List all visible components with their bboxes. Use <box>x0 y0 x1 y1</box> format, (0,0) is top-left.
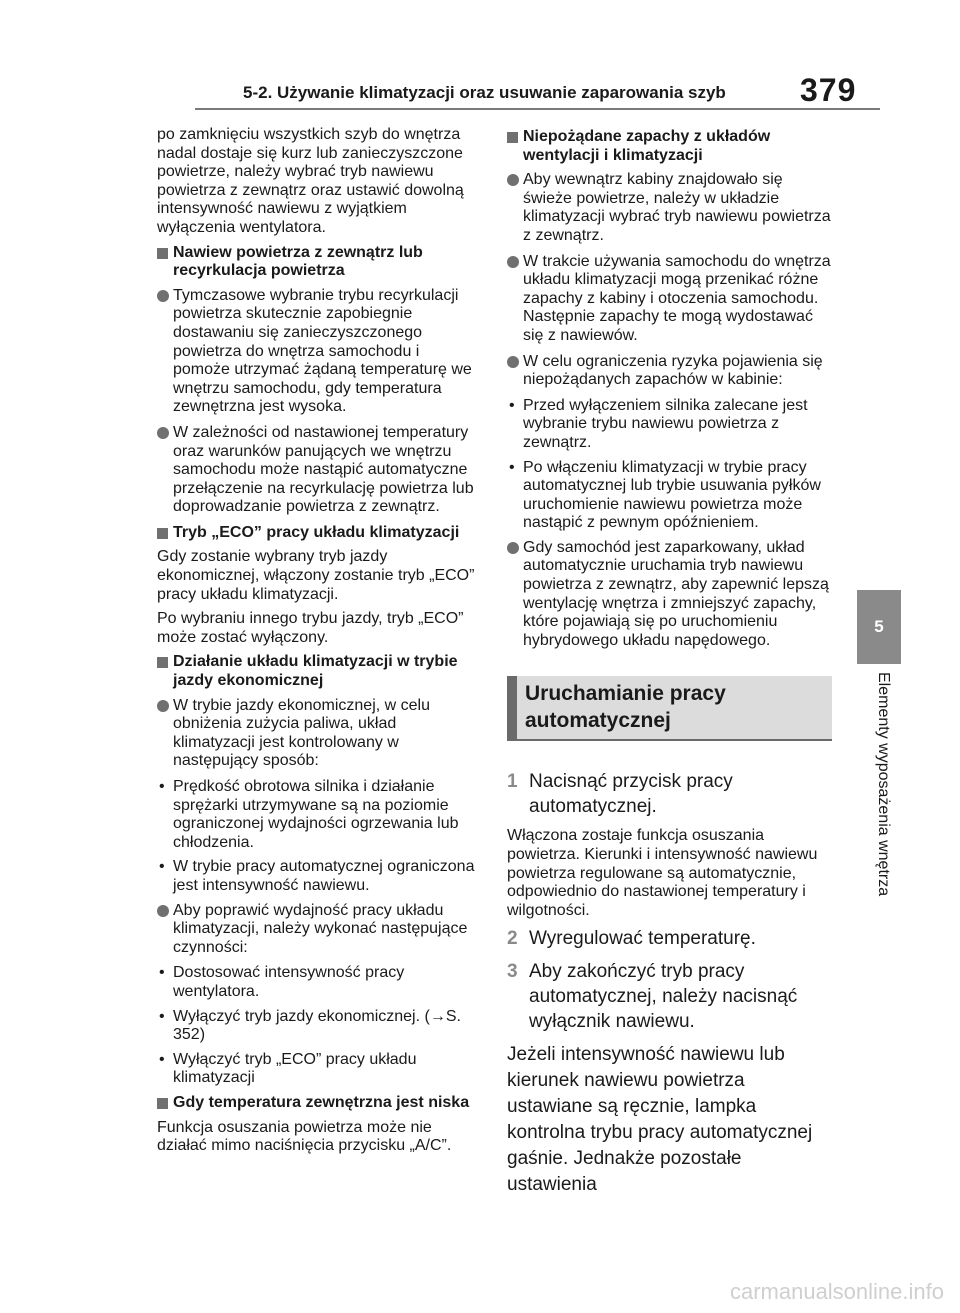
chapter-tab-number: 5 <box>857 590 901 664</box>
square-bullet-icon <box>157 657 168 668</box>
subheading <box>507 128 832 165</box>
step-text: Nacisnąć przycisk pracy automatycznej. <box>529 771 733 818</box>
round-bullet-icon <box>157 427 169 439</box>
subheading <box>157 1094 479 1113</box>
bullet-text: Gdy samochód jest zaparkowany, układ automatycznie uruchamia tryb nawiewu powietrza z zewnątrz, aby zapewnić lepszą wentylację wnętrza i zmniejszyć zapachy, które pojawiają się po uruchomieniu hybrydowego układu napędowego. <box>523 538 829 649</box>
sub-bullet-text: W trybie pracy automatycznej ograniczona jest intensywność nawiewu. <box>173 858 475 894</box>
bullet-text: W trakcie używania samochodu do wnętrza układu klimatyzacji mogą przenikać różne zapachy z kabiny i otoczenia samochodu. Następnie zapachy te mogą wydostawać się z nawiewów. <box>523 252 831 344</box>
subheading-text: Niepożądane zapachy z układów wentylacji i klimatyzacji <box>523 128 771 164</box>
left-column <box>157 126 479 1162</box>
sub-bullet-item <box>507 459 832 533</box>
dot-bullet-icon: • <box>159 1050 165 1068</box>
section-banner: Uruchamianie pracy automatycznej <box>507 676 832 741</box>
square-bullet-icon <box>157 248 168 259</box>
subheading-text: Działanie układu klimatyzacji w trybie jazdy ekonomicznej <box>173 653 458 690</box>
round-bullet-icon <box>507 174 519 186</box>
paragraph: po zamknięciu wszystkich szyb do wnętrza nadal dostaje się kurz lub zanieczyszczone powietrze, należy wybrać tryb nawiewu powietrza z zewnątrz oraz ustawić dowolną intensywność nawiewu z wyjątkiem wyłączenia wentylatora. <box>157 126 464 236</box>
sub-bullet-text: Dostosować intensywność pracy wentylatora. <box>173 964 405 1000</box>
round-bullet-icon <box>507 256 519 268</box>
dot-bullet-icon: • <box>159 778 165 795</box>
step-number: 3 <box>507 961 518 983</box>
round-bullet-icon <box>157 905 169 917</box>
bullet-text: Tymczasowe wybranie trybu recyrkulacji powietrza skutecznie zapobiegnie dostawaniu się zanieczyszczonego powietrza do wnętrza samochodu i pomoże utrzymać żądaną temperaturę we wnętrzu samochodu, gdy temperatura zewnętrzna jest wysoka. <box>173 286 472 416</box>
sub-bullet-text: Wyłączyć tryb „ECO” pracy układu klimatyzacji <box>173 1050 417 1087</box>
square-bullet-icon <box>157 528 168 539</box>
bullet-item <box>157 287 479 417</box>
bullet-item <box>507 171 832 245</box>
subheading <box>157 524 479 543</box>
dot-bullet-icon: • <box>159 964 165 982</box>
right-column <box>507 126 832 1198</box>
sub-bullet-item <box>157 964 479 1001</box>
bullet-text: Aby poprawić wydajność pracy układu klimatyzacji, należy wykonać następujące czynności: <box>173 901 468 956</box>
step-text: Wyregulować temperaturę. <box>529 928 756 950</box>
bullet-item <box>157 424 479 517</box>
bullet-item <box>507 353 832 390</box>
chapter-tab-label: Elementy wyposażenia wnętrza <box>875 672 892 897</box>
round-bullet-icon <box>507 542 519 554</box>
step-item <box>507 959 832 1034</box>
bullet-item <box>507 253 832 346</box>
square-bullet-icon <box>507 132 518 143</box>
bullet-text: W celu ograniczenia ryzyka pojawienia się niepożądanych zapachów w kabinie: <box>523 352 823 389</box>
sub-bullet-item <box>157 1008 479 1045</box>
subheading-text: Gdy temperatura zewnętrzna jest niska <box>173 1093 470 1111</box>
sub-bullet-text: Prędkość obrotowa silnika i działanie sprężarki utrzymywane są na poziomie ograniczonej wydajności ogrzewania lub chłodzenia. <box>173 778 459 851</box>
dot-bullet-icon: • <box>509 458 515 476</box>
sub-bullet-item <box>157 858 479 895</box>
paragraph: Po wybraniu innego trybu jazdy, tryb „ECO” może zostać wyłączony. <box>157 610 464 646</box>
step-number: 2 <box>507 928 518 950</box>
subheading <box>157 244 479 281</box>
bullet-text: W zależności od nastawionej temperatury oraz warunków panujących we wnętrzu samochodu może nastąpić automatyczne przełączenie na recyrkulację powietrza lub doprowadzanie powietrza z zewnątrz. <box>173 423 474 516</box>
dot-bullet-icon: • <box>159 1007 165 1025</box>
subheading <box>157 653 479 690</box>
bullet-item <box>157 902 479 958</box>
page-number: 379 <box>800 72 857 108</box>
sub-bullet-item <box>157 778 479 852</box>
dot-bullet-icon: • <box>159 858 165 876</box>
step-item <box>507 769 832 819</box>
step-item <box>507 926 832 951</box>
sub-bullet-item <box>157 1051 479 1088</box>
round-bullet-icon <box>507 356 519 368</box>
sub-bullet-item <box>507 397 832 453</box>
subheading-text: Nawiew powietrza z zewnątrz lub recyrkulacja powietrza <box>173 243 423 280</box>
header-divider <box>195 108 880 110</box>
sub-bullet-text: Po włączeniu klimatyzacji w trybie pracy automatycznej lub trybie usuwania pyłków uruchomienie nawiewu powietrza może nastąpić z pewnym opóźnieniem. <box>523 458 821 532</box>
dot-bullet-icon: • <box>509 396 515 414</box>
round-bullet-icon <box>157 700 169 712</box>
paragraph: Gdy zostanie wybrany tryb jazdy ekonomicznej, włączony zostanie tryb „ECO” pracy układu klimatyzacji. <box>157 548 475 603</box>
section-title: 5-2. Używanie klimatyzacji oraz usuwanie zaparowania szyb <box>243 83 726 102</box>
step-note: Włączona zostaje funkcja osuszania powietrza. Kierunki i intensywność nawiewu powietrza regulowane są automatycznie, odpowiednio do nastawionej temperatury i wilgotności. <box>507 827 818 919</box>
step-number: 1 <box>507 771 518 793</box>
bullet-item <box>507 539 832 651</box>
square-bullet-icon <box>157 1098 168 1109</box>
bullet-text: Aby wewnątrz kabiny znajdowało się świeże powietrze, należy w układzie klimatyzacji wybrać tryb nawiewu powietrza z zewnątrz. <box>523 171 831 244</box>
bullet-item <box>157 697 479 771</box>
paragraph: Funkcja osuszania powietrza może nie działać mimo naciśnięcia przycisku „A/C”. <box>157 1118 452 1155</box>
closing-paragraph: Jeżeli intensywność nawiewu lub kierunek nawiewu powietrza ustawiane są ręcznie, lampka kontrolna trybu pracy automatycznej gaśnie. Jednakże pozostałe ustawienia <box>507 1044 813 1196</box>
watermark: carmanualsonline.info <box>729 1279 944 1304</box>
bullet-text: W trybie jazdy ekonomicznej, w celu obniżenia zużycia paliwa, układ klimatyzacji jest kontrolowany w następujący sposób: <box>173 696 430 770</box>
step-text: Aby zakończyć tryb pracy automatycznej, należy nacisnąć wyłącznik nawiewu. <box>529 961 798 1033</box>
round-bullet-icon <box>157 290 169 302</box>
sub-bullet-text: Przed wyłączeniem silnika zalecane jest wybranie trybu nawiewu powietrza z zewnątrz. <box>523 396 808 451</box>
page-reference-link[interactable]: Wyłączyć tryb jazdy ekonomicznej. (→S. 352) <box>173 1007 461 1044</box>
subheading-text: Tryb „ECO” pracy układu klimatyzacji <box>173 523 460 541</box>
